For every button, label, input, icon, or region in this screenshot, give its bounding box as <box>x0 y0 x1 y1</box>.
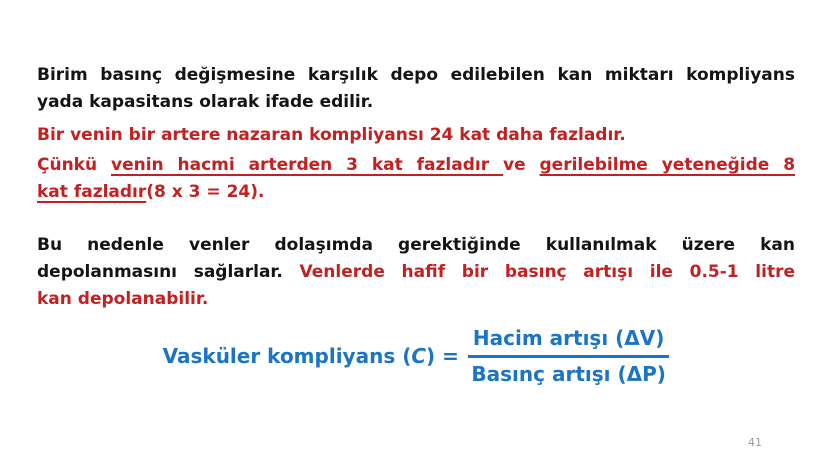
fraction-denominator: Basınç artışı (ΔP) <box>471 362 666 386</box>
page-number: 41 <box>748 436 762 449</box>
intro-line-2-text: yada kapasitans olarak ifade edilir. <box>37 92 374 112</box>
fraction-numerator: Hacim artışı (ΔV) <box>468 325 669 358</box>
intro-line-1 <box>37 62 795 89</box>
storage-line-3-text: kan depolanabilir. <box>37 289 209 309</box>
formula-variable: C <box>411 344 427 368</box>
statement-line <box>37 122 795 149</box>
compliance-statement <box>37 122 795 149</box>
intro-line-2 <box>37 89 795 116</box>
storage-line-3 <box>37 286 795 313</box>
reason-underlined-2: gerilebilme yeteneğide 8 <box>539 155 796 175</box>
reason-prefix: Çünkü <box>37 155 111 175</box>
reason-suffix: (8 x 3 = 24). <box>146 182 265 202</box>
statement-text: Bir venin bir artere nazaran kompliyansı 24 kat daha fazladır. <box>37 125 626 145</box>
formula-fraction <box>468 325 669 387</box>
reason-underlined-3: kat fazladır <box>37 182 147 202</box>
reason-conjunction: ve <box>503 155 540 175</box>
storage-line-1-text: Bu nedenle venler dolaşımda gerektiğinde kullanılmak üzere kan <box>37 235 795 255</box>
formula-equals: ) = <box>426 344 459 368</box>
formula-lhs-text: Vasküler kompliyans ( <box>162 344 412 368</box>
reason-line-2 <box>37 179 795 206</box>
formula-lhs <box>163 343 459 369</box>
compliance-formula <box>37 325 795 387</box>
reason-line-1 <box>37 152 795 179</box>
storage-paragraph <box>37 232 795 313</box>
storage-line-2-red: Venlerde hafif bir basınç artışı ile 0.5-1 litre <box>299 262 795 282</box>
reason-underlined-1: venin hacmi arterden 3 kat fazladır <box>110 155 503 175</box>
storage-line-2 <box>37 259 795 286</box>
intro-line-1-text: Birim basınç değişmesine karşılık depo edilebilen kan miktarı kompliyans <box>37 65 795 85</box>
storage-line-2-black: depolanmasını sağlarlar. <box>37 262 300 282</box>
reason-paragraph <box>37 152 795 206</box>
storage-line-1 <box>37 232 795 259</box>
intro-paragraph <box>37 62 795 116</box>
